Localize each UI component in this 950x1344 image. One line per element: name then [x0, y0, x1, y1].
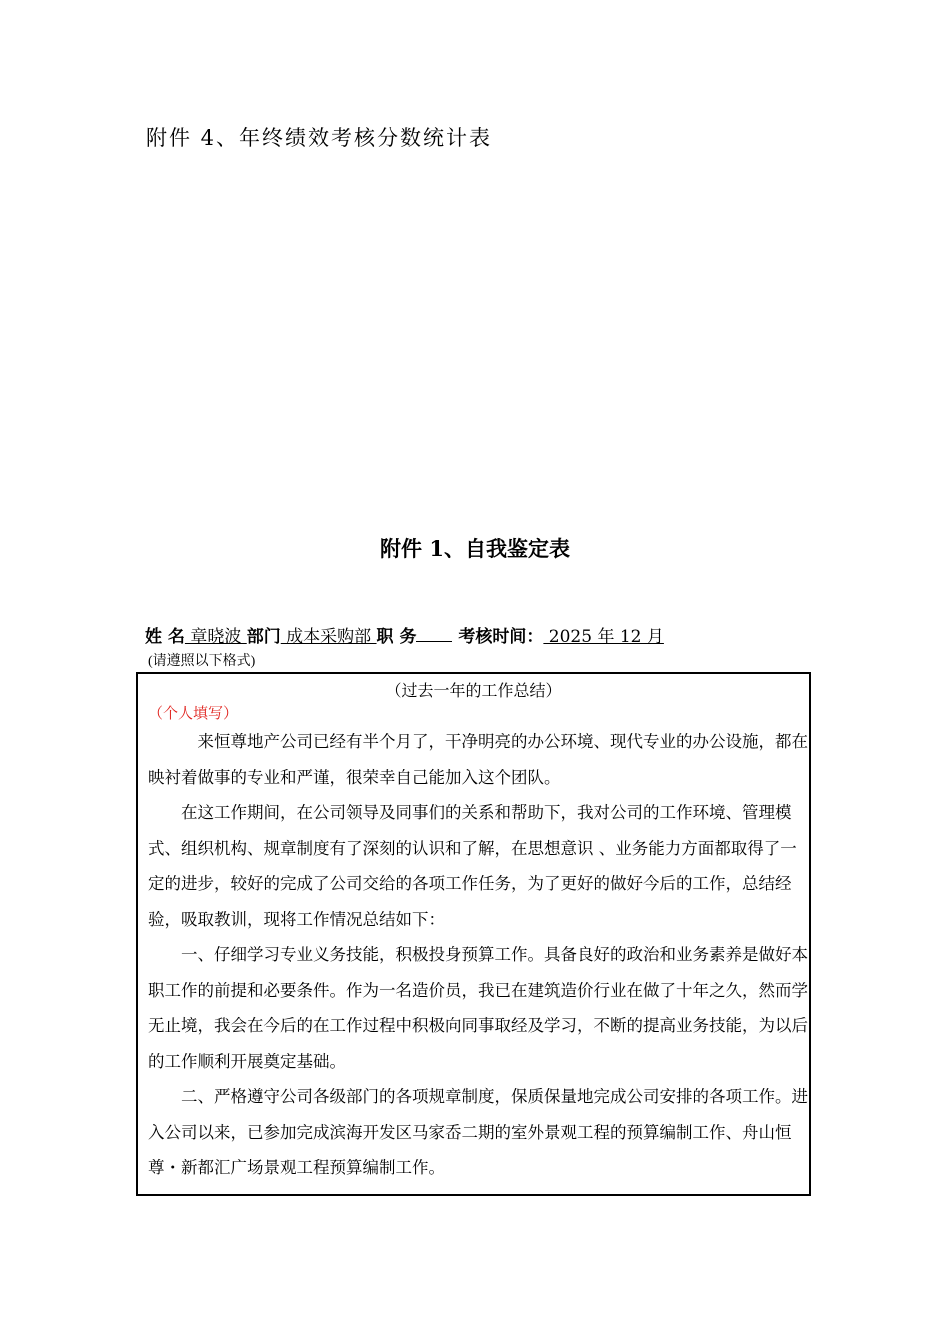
info-line: [145, 622, 664, 647]
name-label: 姓 名: [145, 627, 185, 647]
position-label: 职 务: [376, 627, 417, 647]
summary-heading: （过去一年的工作总结）: [385, 681, 562, 700]
summary-box: [136, 672, 811, 1196]
summary-paragraph: 一、仔细学习专业义务技能，积极投身预算工作。具备良好的政治和业务素养是做好本职工作的前提和必要条件。作为一名造价员，我已在建筑造价行业在做了十年之久，然而学无止境，我会在今后的在工作过程中积极向同事取经及学习，不断的提高业务技能，为以后的工作顺利开展奠定基础。: [148, 945, 808, 1071]
form-title: 附件 1、自我鉴定表: [380, 536, 570, 561]
personal-fill-label: （个人填写）: [148, 704, 239, 722]
format-note: (请遵照以下格式): [148, 654, 256, 669]
summary-content: [148, 724, 808, 1186]
attachment-4-title: 附件 4、年终绩效考核分数统计表: [146, 126, 493, 150]
dept-label: 部门: [246, 627, 281, 647]
summary-paragraph: 来恒尊地产公司已经有半个月了，干净明亮的办公环境、现代专业的办公设施，都在映衬着做事的专业和严谨，很荣幸自己能加入这个团队。: [148, 732, 808, 787]
summary-paragraph: 二、严格遵守公司各级部门的各项规章制度，保质保量地完成公司安排的各项工作。进入公司以来，已参加完成滨海开发区马家岙二期的室外景观工程的预算编制工作、舟山恒尊・新都汇广场景观工程预算编制工作。: [148, 1087, 808, 1177]
position-blank: [416, 627, 452, 642]
time-label: 考核时间：: [452, 627, 544, 647]
dept-value: 成本采购部: [280, 627, 377, 647]
time-value: 2025 年 12 月: [543, 627, 664, 647]
summary-paragraph: 在这工作期间，在公司领导及同事们的关系和帮助下，我对公司的工作环境、管理模式、组织机构、规章制度有了深刻的认识和了解，在思想意识 、业务能力方面都取得了一定的进步，较好的完成了公司交给的各项工作任务，为了更好的做好今后的工作，总结经验，吸取教训，现将工作情况总结如下：: [148, 803, 797, 929]
name-value: 章晓波: [184, 627, 247, 647]
